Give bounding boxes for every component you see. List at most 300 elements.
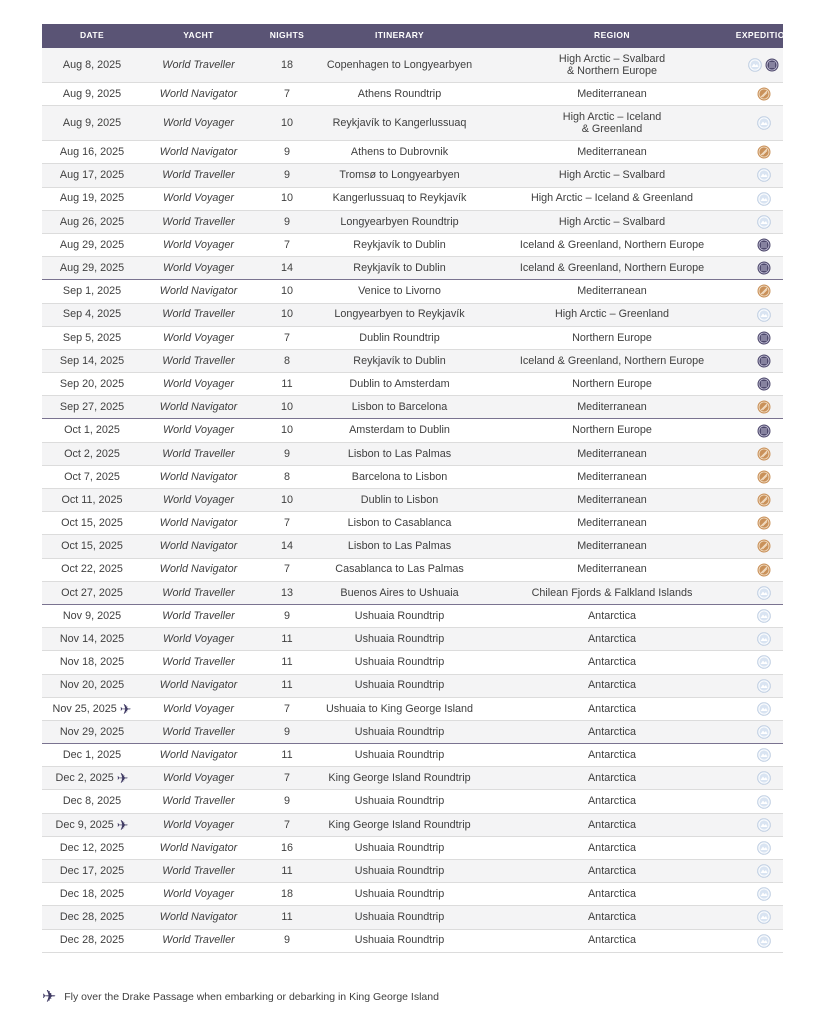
cell-itinerary: King George Island Roundtrip — [328, 772, 471, 785]
cell-nights: 10 — [280, 493, 293, 506]
cell-expedition — [744, 679, 783, 693]
cell-region — [480, 633, 744, 645]
cell-yacht: World Voyager — [162, 772, 234, 785]
cell-itinerary: Ushuaia Roundtrip — [354, 656, 445, 669]
cell-region — [480, 656, 744, 668]
cell-yacht: World Voyager — [162, 633, 234, 646]
table-row — [42, 605, 783, 628]
table-header — [42, 24, 792, 48]
cell-date — [42, 88, 142, 100]
polar-icon — [757, 586, 771, 600]
cell-yacht: World Navigator — [159, 563, 238, 576]
cell-expedition — [744, 516, 783, 530]
cell-region — [480, 888, 744, 900]
cell-nights: 7 — [283, 517, 290, 530]
cell-itinerary: Ushuaia Roundtrip — [354, 934, 445, 947]
date-text: Dec 17, 2025 — [59, 864, 125, 877]
cell-yacht: World Traveller — [162, 934, 235, 947]
cell-region — [480, 216, 744, 228]
cell-date — [42, 448, 142, 460]
cell-date — [42, 471, 142, 483]
cell-region — [480, 262, 744, 274]
region-line: Antarctica — [587, 818, 636, 831]
cell-expedition — [744, 725, 783, 739]
cell-nights: 14 — [280, 540, 293, 553]
mediterranean-icon — [757, 447, 771, 461]
cell-yacht: World Voyager — [162, 493, 234, 506]
polar-icon — [757, 934, 771, 948]
table-row — [42, 906, 783, 929]
cell-itinerary: Ushuaia Roundtrip — [354, 679, 445, 692]
cell-itinerary: Tromsø to Longyearbyen — [339, 169, 460, 182]
table-row — [42, 837, 783, 860]
cell-itinerary: Lisbon to Las Palmas — [347, 540, 452, 553]
polar-icon — [757, 887, 771, 901]
cell-date — [42, 702, 142, 716]
cell-region — [480, 563, 744, 575]
cell-expedition — [744, 539, 783, 553]
cell-itinerary: Ushuaia Roundtrip — [354, 911, 445, 924]
date-text: Dec 28, 2025 — [59, 911, 125, 924]
cell-expedition — [744, 563, 783, 577]
cell-yacht: World Navigator — [159, 911, 238, 924]
cell-date — [42, 424, 142, 436]
date-text: Aug 29, 2025 — [59, 238, 125, 251]
region-line: Antarctica — [587, 772, 636, 785]
cell-expedition — [744, 424, 783, 438]
cell-yacht: World Navigator — [159, 679, 238, 692]
cell-itinerary: Dublin to Lisbon — [360, 493, 439, 506]
cell-nights: 9 — [283, 795, 290, 808]
cell-date — [42, 401, 142, 413]
cell-expedition — [744, 632, 783, 646]
cell-date — [42, 517, 142, 529]
cell-itinerary: Dublin Roundtrip — [359, 331, 440, 344]
cell-itinerary: Longyearbyen Roundtrip — [340, 215, 459, 228]
cell-date — [42, 771, 142, 785]
cell-nights: 9 — [283, 725, 290, 738]
cell-date — [42, 865, 142, 877]
cell-region — [480, 494, 744, 506]
region-line: Mediterranean — [577, 470, 647, 483]
table-row — [42, 164, 783, 187]
cell-nights: 16 — [280, 841, 293, 854]
cell-itinerary: Longyearbyen to Reykjavík — [334, 308, 465, 321]
cell-itinerary: Ushuaia Roundtrip — [354, 864, 445, 877]
cell-date — [42, 633, 142, 645]
region-line: Antarctica — [587, 656, 636, 669]
cell-expedition — [744, 87, 783, 101]
cell-region — [480, 471, 744, 483]
cell-itinerary: Ushuaia Roundtrip — [354, 841, 445, 854]
cell-yacht: World Traveller — [162, 354, 235, 367]
date-text: Sep 14, 2025 — [59, 354, 125, 367]
polar-icon — [757, 192, 771, 206]
cell-nights: 8 — [283, 354, 290, 367]
cell-nights: 9 — [283, 215, 290, 228]
cell-region — [480, 865, 744, 877]
cell-nights: 18 — [280, 58, 293, 71]
cell-expedition — [744, 116, 783, 130]
table-row — [42, 234, 783, 257]
cell-region — [480, 842, 744, 854]
cell-region — [480, 111, 744, 136]
cell-nights: 10 — [280, 285, 293, 298]
cell-itinerary: Venice to Livorno — [358, 285, 441, 298]
cell-region — [480, 424, 744, 436]
region-line: Antarctica — [587, 702, 636, 715]
table-row — [42, 721, 783, 744]
cell-itinerary: Amsterdam to Dublin — [349, 424, 450, 437]
polar-icon — [757, 818, 771, 832]
plane-icon: ✈ — [116, 816, 129, 833]
cell-region — [480, 285, 744, 297]
cell-itinerary: Ushuaia Roundtrip — [354, 748, 445, 761]
cell-itinerary: Ushuaia Roundtrip — [354, 888, 445, 901]
region-line: Mediterranean — [577, 540, 647, 553]
date-text: Aug 26, 2025 — [59, 215, 125, 228]
date-text: Nov 18, 2025 — [59, 656, 125, 669]
region-line: Iceland & Greenland, Northern Europe — [519, 262, 705, 275]
table-row — [42, 327, 783, 350]
date-text: Dec 9, 2025 — [55, 818, 114, 831]
polar-icon — [757, 632, 771, 646]
cell-expedition — [744, 238, 783, 252]
header-region: REGION — [594, 30, 630, 41]
cell-region — [480, 610, 744, 622]
cell-date — [42, 146, 142, 158]
region-line: Northern Europe — [572, 377, 652, 390]
cell-nights: 10 — [280, 308, 293, 321]
polar-icon — [757, 168, 771, 182]
cell-date — [42, 239, 142, 251]
cell-date — [42, 59, 142, 71]
cell-expedition — [744, 331, 783, 345]
cell-date — [42, 842, 142, 854]
cell-region — [480, 911, 744, 923]
cell-itinerary: Dublin to Amsterdam — [349, 377, 450, 390]
region-line: Antarctica — [587, 864, 636, 877]
cell-date — [42, 117, 142, 129]
mediterranean-icon — [757, 493, 771, 507]
cell-region — [480, 239, 744, 251]
region-line: Antarctica — [587, 633, 636, 646]
cell-expedition — [744, 818, 783, 832]
cell-region — [480, 795, 744, 807]
cell-date — [42, 216, 142, 228]
date-text: Oct 22, 2025 — [61, 563, 123, 576]
cell-region — [480, 517, 744, 529]
cell-expedition — [744, 192, 783, 206]
cell-expedition — [744, 261, 783, 275]
region-line: High Arctic – Svalbard — [558, 169, 666, 182]
cell-expedition — [744, 748, 783, 762]
mediterranean-icon — [757, 563, 771, 577]
table-row — [42, 559, 783, 582]
cell-yacht: World Traveller — [162, 586, 235, 599]
cell-date — [42, 795, 142, 807]
cell-nights: 7 — [283, 563, 290, 576]
cell-expedition — [744, 702, 783, 716]
date-text: Aug 29, 2025 — [59, 262, 125, 275]
date-text: Dec 1, 2025 — [62, 748, 122, 761]
region-line: Mediterranean — [577, 401, 647, 414]
table-row — [42, 535, 783, 558]
cell-date — [42, 656, 142, 668]
date-text: Dec 2, 2025 — [55, 772, 114, 785]
region-line: Mediterranean — [577, 493, 647, 506]
cell-date — [42, 378, 142, 390]
polar-icon — [757, 116, 771, 130]
cell-expedition — [744, 493, 783, 507]
cell-expedition — [744, 586, 783, 600]
region-line: High Arctic – Greenland — [554, 308, 670, 321]
region-line: Antarctica — [587, 911, 636, 924]
region-line: High Arctic – Iceland — [562, 110, 662, 123]
header-itinerary: ITINERARY — [374, 30, 425, 41]
cell-yacht: World Traveller — [162, 609, 235, 622]
cell-itinerary: Kangerlussuaq to Reykjavík — [332, 192, 467, 205]
cell-nights: 9 — [283, 146, 290, 159]
cell-nights: 9 — [283, 169, 290, 182]
cell-nights: 7 — [283, 702, 290, 715]
cell-date — [42, 308, 142, 320]
mediterranean-icon — [757, 145, 771, 159]
polar-icon — [757, 771, 771, 785]
header-expedition: EXPEDITION — [735, 30, 792, 41]
cell-date — [42, 169, 142, 181]
date-text: Nov 29, 2025 — [59, 725, 125, 738]
header-date: DATE — [79, 30, 105, 41]
date-text: Sep 1, 2025 — [62, 285, 122, 298]
cell-nights: 7 — [283, 818, 290, 831]
cell-date — [42, 610, 142, 622]
table-row — [42, 582, 783, 605]
table-row — [42, 304, 783, 327]
cell-yacht: World Traveller — [162, 864, 235, 877]
region-line: Antarctica — [587, 748, 636, 761]
region-line: High Arctic – Iceland & Greenland — [530, 192, 694, 205]
table-row — [42, 443, 783, 466]
cell-nights: 9 — [283, 934, 290, 947]
table-row — [42, 883, 783, 906]
northern-europe-icon — [757, 238, 771, 252]
cell-nights: 18 — [280, 888, 293, 901]
plane-icon: ✈ — [119, 700, 132, 717]
cell-itinerary: Lisbon to Casablanca — [347, 517, 452, 530]
polar-icon — [757, 841, 771, 855]
cell-date — [42, 818, 142, 832]
region-line: Northern Europe — [572, 424, 652, 437]
cell-region — [480, 679, 744, 691]
plane-icon: ✈ — [116, 770, 129, 787]
cell-nights: 9 — [283, 447, 290, 460]
table-row — [42, 48, 783, 83]
table-row — [42, 83, 783, 106]
cell-date — [42, 494, 142, 506]
cell-nights: 11 — [281, 748, 293, 761]
table-row — [42, 280, 783, 303]
cell-expedition — [744, 655, 783, 669]
cell-region — [480, 540, 744, 552]
cell-expedition — [744, 284, 783, 298]
cell-yacht: World Navigator — [159, 285, 238, 298]
voyage-schedule-table — [42, 24, 792, 953]
region-line: Antarctica — [587, 841, 636, 854]
region-line: Mediterranean — [577, 146, 647, 159]
cell-itinerary: Athens to Dubrovnik — [350, 146, 449, 159]
cell-date — [42, 332, 142, 344]
cell-expedition — [744, 168, 783, 182]
date-text: Dec 8, 2025 — [62, 795, 122, 808]
cell-region — [480, 308, 744, 320]
header-yacht: YACHT — [183, 30, 214, 41]
cell-region — [480, 703, 744, 715]
northern-europe-icon — [757, 424, 771, 438]
cell-yacht: World Traveller — [162, 308, 235, 321]
region-line: Mediterranean — [577, 87, 647, 100]
cell-region — [480, 726, 744, 738]
region-line: Iceland & Greenland, Northern Europe — [519, 238, 705, 251]
table-row — [42, 628, 783, 651]
cell-yacht: World Navigator — [159, 87, 238, 100]
mediterranean-icon — [757, 516, 771, 530]
region-line: Mediterranean — [577, 517, 647, 530]
cell-yacht: World Traveller — [162, 447, 235, 460]
cell-date — [42, 355, 142, 367]
cell-region — [480, 192, 744, 204]
date-text: Sep 20, 2025 — [59, 377, 125, 390]
table-row — [42, 860, 783, 883]
cell-itinerary: Reykjavík to Dublin — [353, 262, 446, 275]
northern-europe-icon — [757, 377, 771, 391]
polar-icon — [757, 215, 771, 229]
cell-yacht: World Traveller — [162, 58, 235, 71]
cell-nights: 11 — [281, 679, 293, 692]
cell-itinerary: Reykjavík to Kangerlussuaq — [332, 116, 467, 129]
cell-itinerary: Reykjavík to Dublin — [353, 354, 446, 367]
polar-icon — [757, 679, 771, 693]
cell-region — [480, 772, 744, 784]
cell-yacht: World Traveller — [162, 725, 235, 738]
cell-yacht: World Voyager — [162, 377, 234, 390]
date-text: Nov 14, 2025 — [59, 633, 125, 646]
cell-region — [480, 355, 744, 367]
polar-icon — [757, 725, 771, 739]
northern-europe-icon — [765, 58, 779, 72]
cell-yacht: World Voyager — [162, 331, 234, 344]
cell-itinerary: Lisbon to Barcelona — [351, 401, 448, 414]
cell-expedition — [744, 887, 783, 901]
cell-region — [480, 378, 744, 390]
cell-expedition — [744, 609, 783, 623]
cell-yacht: World Voyager — [162, 116, 234, 129]
cell-expedition — [744, 58, 783, 72]
cell-expedition — [744, 795, 783, 809]
polar-icon — [757, 308, 771, 322]
cell-yacht: World Navigator — [159, 841, 238, 854]
cell-itinerary: Copenhagen to Longyearbyen — [326, 58, 473, 71]
cell-itinerary: King George Island Roundtrip — [328, 818, 471, 831]
cell-date — [42, 749, 142, 761]
date-text: Oct 27, 2025 — [61, 586, 123, 599]
region-line: Mediterranean — [577, 447, 647, 460]
cell-yacht: World Voyager — [162, 424, 234, 437]
cell-expedition — [744, 910, 783, 924]
cell-expedition — [744, 377, 783, 391]
cell-date — [42, 679, 142, 691]
table-row — [42, 396, 783, 419]
cell-expedition — [744, 447, 783, 461]
northern-europe-icon — [757, 354, 771, 368]
cell-date — [42, 587, 142, 599]
cell-date — [42, 911, 142, 923]
region-line: Mediterranean — [577, 285, 647, 298]
cell-itinerary: Buenos Aires to Ushuaia — [340, 586, 459, 599]
cell-expedition — [744, 400, 783, 414]
mediterranean-icon — [757, 539, 771, 553]
date-text: Dec 28, 2025 — [59, 934, 125, 947]
region-line: High Arctic – Svalbard — [558, 52, 666, 65]
polar-icon — [757, 702, 771, 716]
cell-itinerary: Ushuaia Roundtrip — [354, 795, 445, 808]
table-row — [42, 930, 783, 953]
table-row — [42, 675, 783, 698]
cell-expedition — [744, 864, 783, 878]
date-text: Aug 19, 2025 — [59, 192, 125, 205]
plane-icon: ✈ — [42, 987, 57, 1006]
date-text: Oct 15, 2025 — [61, 517, 123, 530]
cell-yacht: World Navigator — [159, 401, 238, 414]
table-row — [42, 257, 783, 280]
cell-nights: 11 — [281, 656, 293, 669]
footnote-text: Fly over the Drake Passage when embarking or debarking in King George Island — [64, 990, 439, 1003]
region-line: Iceland & Greenland, Northern Europe — [519, 354, 705, 367]
region-line: & Greenland — [581, 123, 643, 136]
cell-nights: 7 — [283, 87, 290, 100]
polar-icon — [757, 748, 771, 762]
cell-region — [480, 819, 744, 831]
cell-date — [42, 192, 142, 204]
date-text: Aug 16, 2025 — [59, 146, 125, 159]
cell-itinerary: Reykjavík to Dublin — [353, 238, 446, 251]
cell-yacht: World Navigator — [159, 517, 238, 530]
cell-date — [42, 888, 142, 900]
header-nights: NIGHTS — [269, 30, 305, 41]
cell-itinerary: Casablanca to Las Palmas — [335, 563, 464, 576]
cell-region — [480, 749, 744, 761]
table-row — [42, 814, 783, 837]
date-text: Aug 8, 2025 — [62, 58, 122, 71]
cell-date — [42, 540, 142, 552]
cell-nights: 11 — [281, 633, 293, 646]
cell-yacht: World Navigator — [159, 748, 238, 761]
polar-icon — [748, 58, 762, 72]
polar-icon — [757, 655, 771, 669]
table-row — [42, 512, 783, 535]
polar-icon — [757, 864, 771, 878]
polar-icon — [757, 609, 771, 623]
cell-nights: 7 — [283, 331, 290, 344]
date-text: Nov 9, 2025 — [62, 609, 122, 622]
cell-date — [42, 262, 142, 274]
polar-icon — [757, 795, 771, 809]
cell-date — [42, 285, 142, 297]
cell-date — [42, 726, 142, 738]
cell-yacht: World Navigator — [159, 540, 238, 553]
region-line: Antarctica — [587, 888, 636, 901]
cell-yacht: World Traveller — [162, 795, 235, 808]
